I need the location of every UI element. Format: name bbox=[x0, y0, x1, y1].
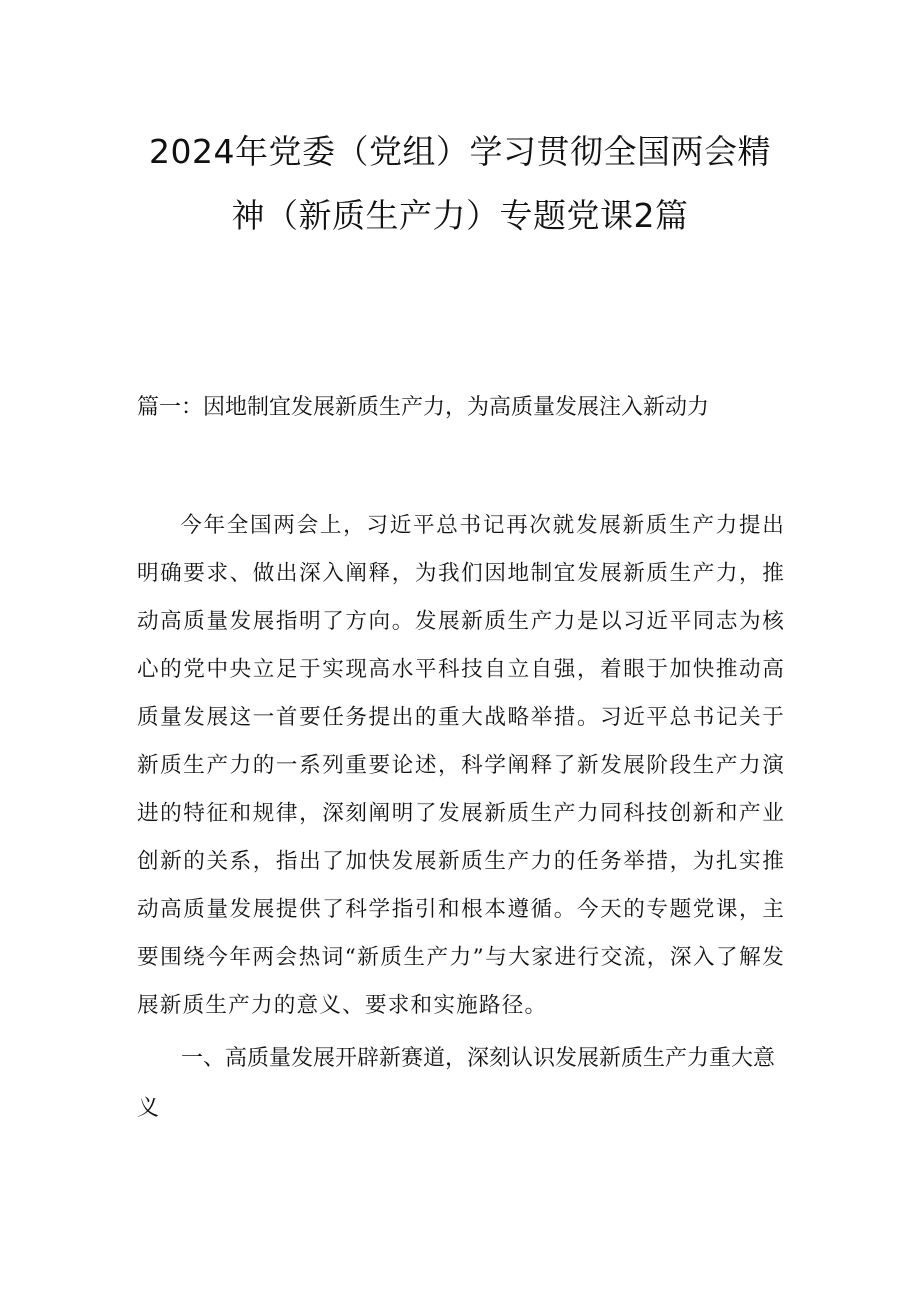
subheading: 一、高质量发展开辟新赛道，深刻认识发展新质生产力重大意义 bbox=[137, 1046, 776, 1121]
section-heading: 篇一：因地制宜发展新质生产力，为高质量发展注入新动力 bbox=[137, 395, 710, 420]
document-title bbox=[120, 120, 800, 248]
title-line-1: 2024年党委（党组）学习贯彻全国两会精 bbox=[149, 132, 771, 171]
title-line-2: 神（新质生产力）专题党课2篇 bbox=[231, 196, 689, 235]
body-paragraph: 今年全国两会上，习近平总书记再次就发展新质生产力提出明确要求、做出深入阐释，为我们因地制宜发展新质生产力，推动高质量发展指明了方向。发展新质生产力是以习近平同志为核心的党中央立足于实现高水平科技自立自强，着眼于加快推动高质量发展这一首要任务提出的重大战略举措。习近平总书记关于新质生产力的一系列重要论述，科学阐释了新发展阶段生产力演进的特征和规律，深刻阐明了发展新质生产力同科技创新和产业创新的关系，指出了加快发展新质生产力的任务举措，为扎实推动高质量发展提供了科学指引和根本遵循。今天的专题党课，主要围绕今年两会热词“新质生产力”与大家进行交流，深入了解发展新质生产力的意义、要求和实施路径。 bbox=[137, 513, 785, 1018]
